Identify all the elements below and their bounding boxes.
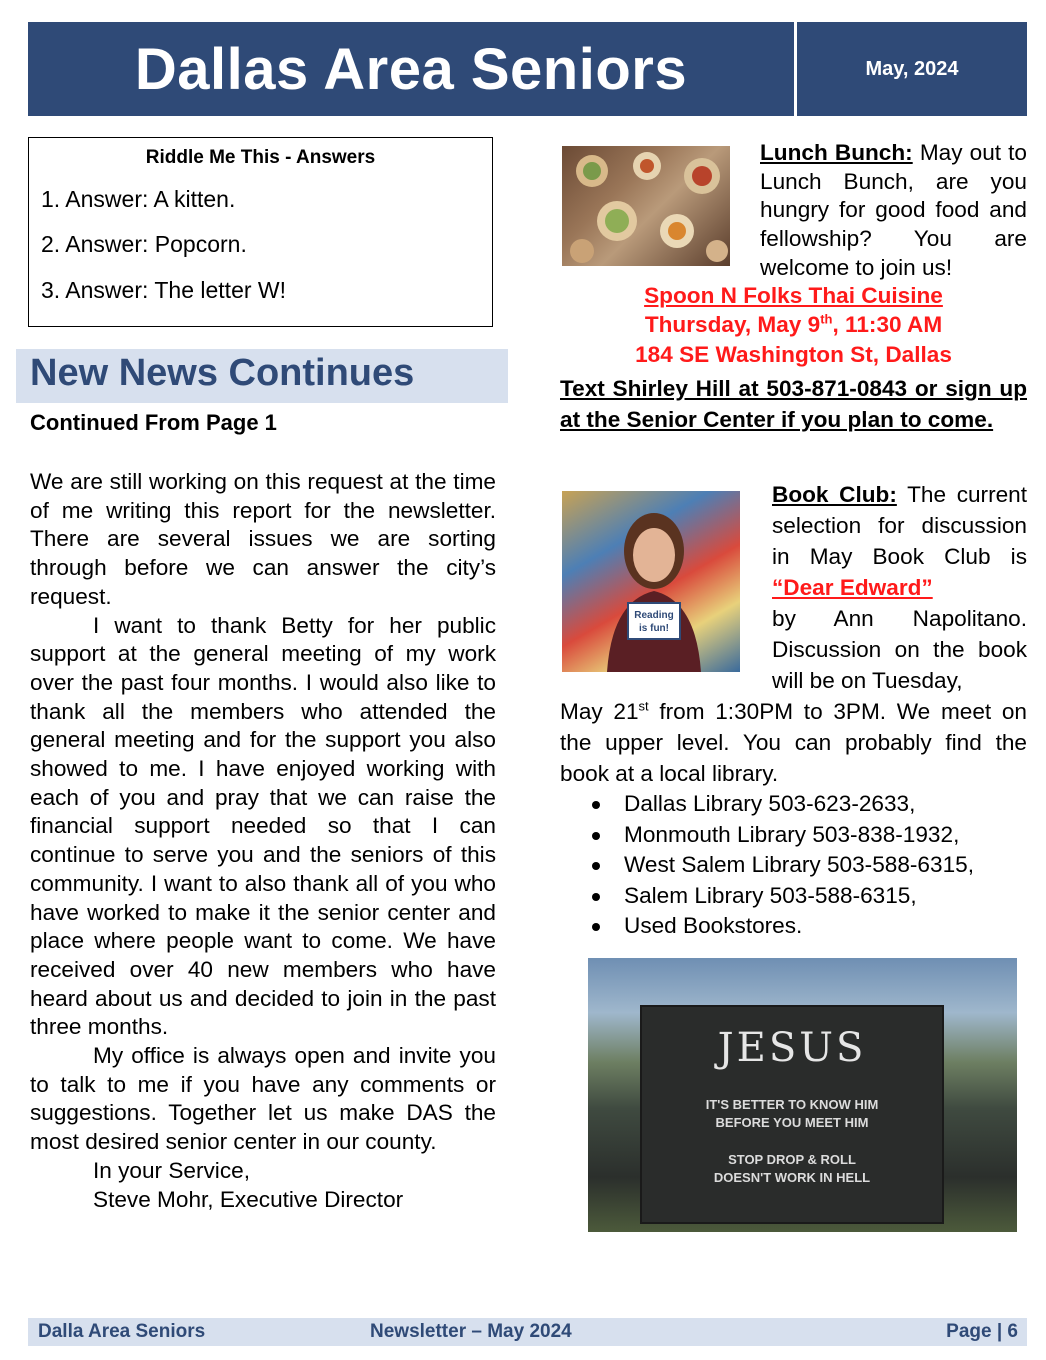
letter-paragraph: I want to thank Betty for her public support at the general meeting of my work over the past four months. I would also like to thank all the members who attended the general meeting and for the support you also showed to me. I have enjoyed working with each of you and pray that we can raise the financial support needed so that I can continue to serve you and the seniors of this community. I want to also thank all of you who have worked to make it the senior center and place where people want to come. We have received over 40 new members who have heard about us and decided to join in the past three months. <box>30 612 496 1040</box>
food-plates-illustration <box>562 146 730 266</box>
book-club-details: May 21st from 1:30PM to 3PM. We meet on the upper level. You can probably find the book at a local library. <box>560 698 1027 786</box>
truck-line: STOP DROP & ROLL <box>728 1152 856 1167</box>
truck-trailer-sign <box>640 1005 944 1224</box>
reader-with-sign-illustration <box>562 491 740 672</box>
newsletter-title: Dallas Area Seniors <box>134 36 688 102</box>
restaurant-name: Spoon N Folks Thai Cuisine <box>644 283 943 308</box>
letter-paragraph: We are still working on this request at the time of me writing this report for the newsletter. There are several issues we are sorting through before we can answer the city’s request. <box>30 469 496 609</box>
truck-heading: JESUS <box>717 1025 867 1071</box>
letter-signature: Steve Mohr, Executive Director <box>93 1186 404 1212</box>
lunch-bunch-text: May out to Lunch Bunch, are you hungry for good food and fellowship? You are welcome to join us! <box>760 140 1027 280</box>
library-item: Used Bookstores. <box>560 911 974 942</box>
library-item: Monmouth Library 503-838-1932, <box>560 820 974 851</box>
book-title: “Dear Edward” <box>772 575 933 600</box>
issue-date: May, 2024 <box>865 57 959 80</box>
riddle-title: Riddle Me This - Answers <box>145 147 376 168</box>
library-item: Dallas Library 503-623-2633, <box>560 789 974 820</box>
library-list <box>560 789 974 942</box>
truck-line: DOESN'T WORK IN HELL <box>713 1170 871 1185</box>
book-club-photo <box>562 491 740 672</box>
svg-text:is fun!: is fun! <box>639 623 669 634</box>
restaurant-address: 184 SE Washington St, Dallas <box>635 342 952 367</box>
lunch-food-photo <box>562 146 730 266</box>
continued-note: Continued From Page 1 <box>30 410 277 435</box>
book-club-text: The current selection for discussion in May Book Club is <box>772 482 1028 569</box>
svg-text:Reading: Reading <box>634 610 674 621</box>
library-item: West Salem Library 503-588-6315, <box>560 850 974 881</box>
book-club-label: Book Club: <box>772 482 897 507</box>
riddle-answer: 3. Answer: The letter W! <box>41 277 287 303</box>
letter-paragraph: My office is always open and invite you to talk to me if you have any comments or suggestions. Together let us make DAS the most desired senior center in our county. <box>30 1043 496 1155</box>
footer-issue: Newsletter – May 2024 <box>370 1321 572 1342</box>
book-club-intro <box>772 479 1027 603</box>
footer-org: Dalla Area Seniors <box>38 1321 206 1342</box>
lunch-date: Thursday, May 9th, 11:30 AM <box>644 311 943 337</box>
letter-closing: In your Service, <box>93 1157 250 1183</box>
book-club-author: by Ann Napolitano. Discussion on the book will be on Tuesday, <box>772 606 1027 693</box>
lunch-bunch-label: Lunch Bunch: <box>760 140 913 165</box>
riddle-answer: 2. Answer: Popcorn. <box>41 231 247 257</box>
riddle-answer: 1. Answer: A kitten. <box>41 186 236 212</box>
director-letter <box>30 468 496 1214</box>
library-item: Salem Library 503-588-6315, <box>560 881 974 912</box>
truck-line: BEFORE YOU MEET HIM <box>715 1115 869 1130</box>
lunch-rsvp: Text Shirley Hill at 503-871-0843 or sign up at the Senior Center if you plan to come. <box>560 376 1027 432</box>
footer-page-number: Page | 6 <box>946 1321 1018 1342</box>
truck-line: IT'S BETTER TO KNOW HIM <box>705 1097 879 1112</box>
lunch-bunch-intro <box>760 139 1027 283</box>
section-heading: New News Continues <box>30 352 415 394</box>
